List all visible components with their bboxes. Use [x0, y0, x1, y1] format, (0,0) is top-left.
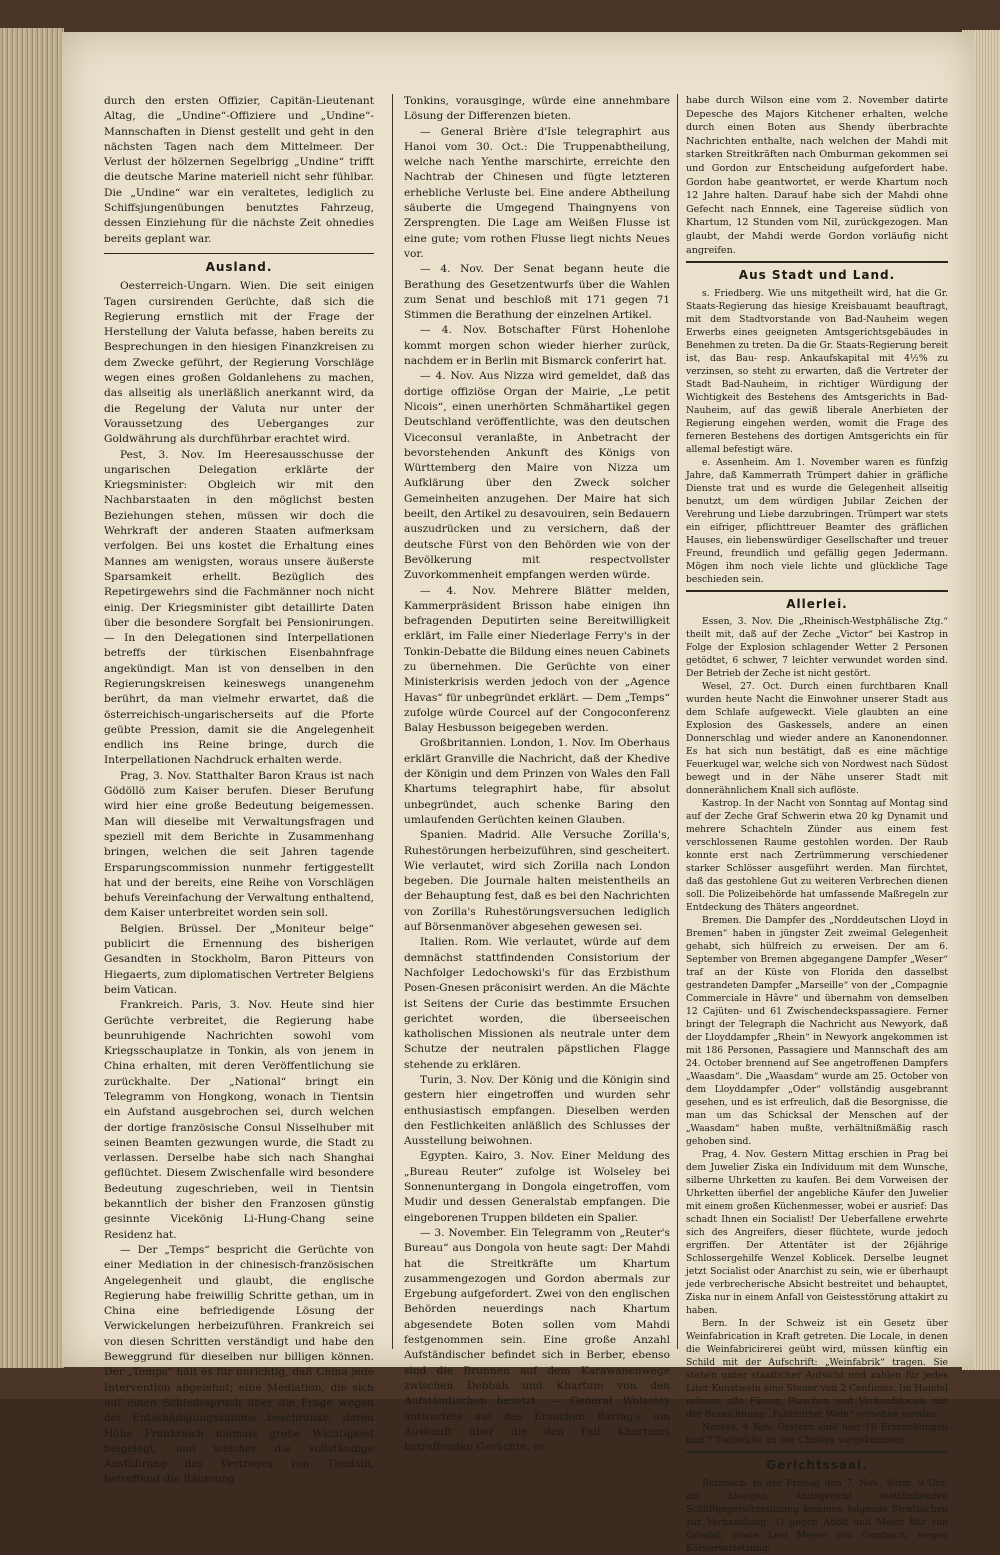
article-paragraph: Pest, 3. Nov. Im Heeresausschusse der ungarischen Delegation erklärte der Kriegsminister: Obgleich wir mit den Nachbarstaaten in den möglichst besten Beziehungen stehen, müssen wir doch die Wehrkraft der anderen Staaten aufmerksam verfolgen. Bei uns kostet die Erhaltung eines Mannes am wenigsten, woraus unsere äußerste Sparsamkeit erhellt. Bezüglich des Repetirgewehrs sind die Fachmänner noch nicht einig. Der Kriegsminister gibt detaillirte Daten über die besondere Sorgfalt bei Pensionirungen. — In den Delegationen sind Interpellationen betreffs der türkischen Eisenbahnfrage angekündigt. Man ist von denselben in den Regierungskreisen keineswegs unangenehm berührt, da man vielmehr erwartet, daß die österreichisch-ungarischerseits auf die Pforte geübte Pression, damit sie die Angelegenheit endlich ins Reine bringe, durch die Interpellationen Nachdruck erhalten werde. [104, 448, 374, 767]
section-heading-gerichtssaal: Gerichtssaal. [766, 1458, 868, 1473]
section-divider [104, 253, 374, 254]
article-paragraph: durch den ersten Offizier, Capitän-Lieutenant Altag, die „Undine“-Offiziere und „Undine“-Mannschaften in Dienst gestellt und geht in den nächsten Tagen nach dem Mittelmeer. Der Verlust der hölzernen Segelbrigg „Undine“ trifft die deutsche Marine materiell nicht sehr fühlbar. Die „Undine“ war ein veraltetes, lediglich zu Schiffsjungenübungen benutztes Fahrzeug, dessen Einziehung für die nächste Zeit ohnedies bereits geplant war. [104, 95, 374, 245]
article-paragraph: s. Friedberg. Wie uns mitgetheilt wird, hat die Gr. Staats-Regierung das hiesige Kreisbauamt beauftragt, mit dem Stadtvorstande von Bad-Nauheim wegen Erwerbs eines geeigneten Amtsgerichtsgebäudes in Benehmen zu treten. Da die Gr. Staats-Regierung bereit ist, das Bau- resp. Ankaufskapital mit 4½% zu verzinsen, so steht zu erwarten, daß die Vertreter der Stadt Bad-Nauheim, in richtiger Würdigung der Wichtigkeit des Bestehens des Amtsgerichts in Bad-Nauheim, auf das gewiß liberale Anerbieten der Regierung eingehen werden, womit die Frage des ferneren Bestehens des dortigen Amtsgerichts ein für allemal befestigt wäre. [686, 287, 948, 455]
article-paragraph: Großbritannien. London, 1. Nov. Im Oberhaus erklärt Granville die Nachricht, daß der Khedive der Königin und dem Prinzen von Wales den Fall Khartums telegraphirt habe, für absolut unbegründet, auch schenke Baring den umlaufenden Gerüchten keinen Glauben. [404, 737, 670, 826]
article-paragraph: — 4. Nov. Aus Nizza wird gemeldet, daß das dortige offiziöse Organ der Mairie, „Le petit Nicois“, einen unerhörten Schmähartikel gegen Deutschland veröffentlichte, was den deutschen Viceconsul veranlaßte, in Anbetracht der bevorstehenden Ankunft des Königs von Württemberg den Maire von Nizza um Aufklärung über den Zweck solcher Gemeinheiten anzugehen. Der Maire hat sich beeilt, den Artikel zu desavouiren, sein Bedauern auszudrücken und zu versichern, daß der deutsche Fürst von den Behörden wie von der Bevölkerung mit respectvollster Zuvorkommenheit empfangen werden würde. [404, 370, 670, 582]
column-rule [677, 94, 678, 1349]
column-2 [404, 94, 670, 1454]
section-heading-allerlei: Allerlei. [786, 596, 848, 611]
article-paragraph: Egypten. Kairo, 3. Nov. Einer Meldung des „Bureau Reuter“ zufolge ist Wolseley bei Sonnenuntergang in Dongola eingetroffen, vom Mudir und dessen Generalstab empfangen. Die eingeborenen Truppen bildeten ein Spalier. [404, 1150, 670, 1224]
article-paragraph: habe durch Wilson eine vom 2. November datirte Depesche des Majors Kitchener erhalten, welche durch einen Boten aus Shendy überbrachte Nachrichten enthalte, nach welchen der Mahdi mit starken Streitkräften nach Omburman gekommen sei und Gordon zur Entscheidung aufgefordert habe. Gordon habe geantwortet, er werde Khartum noch 12 Jahre halten. Darauf habe sich der Mahdi ohne Gefecht nach Ennnek, eine Tagereise südlich von Khartum, 12 Stunden vom Nil, zurückgezogen. Man glaubt, der Mahdi werde Gordon vorläufig nicht angreifen. [686, 95, 948, 256]
article-paragraph: Oesterreich-Ungarn. Wien. Die seit einigen Tagen cursirenden Gerüchte, daß sich die Regierung ernstlich mit der Frage der Herstellung der Valuta befasse, haben bereits zu Besprechungen in den hiesigen Finanzkreisen zu dem Zwecke geführt, der Regierung Vorschläge wegen eines großen Goldanlehens zu machen, das allseitig als unerläßlich anerkannt wird, da die Regelung der Valuta nur unter der Voraussetzung des Ueberganges zur Goldwährung als durchführbar erachtet wird. [104, 280, 374, 446]
newspaper-page [62, 32, 974, 1554]
article-paragraph: — 4. Nov. Mehrere Blätter melden, Kammerpräsident Brisson habe einigen ihn befragenden Deputirten seine Bereitwilligkeit erklärt, im Falle einer Niederlage Ferry's in der Tonkin-Debatte die Bildung eines neuen Cabinets zu übernehmen. Die Gerüchte von einer Ministerkrisis werden jedoch von der „Agence Havas“ für unbegründet erklärt. — Dem „Temps“ zufolge würde Courcel auf der Congoconferenz Balay Hesbusson beigegeben werden. [404, 584, 670, 735]
article-paragraph: Turin, 3. Nov. Der König und die Königin sind gestern hier eingetroffen und wurden sehr enthusiastisch empfangen. Dieselben werden den Festlichkeiten anläßlich des Schlusses der Ausstellung beiwohnen. [404, 1074, 670, 1148]
article-paragraph: Kastrop. In der Nacht von Sonntag auf Montag sind auf der Zeche Graf Schwerin etwa 20 kg Dynamit und mehrere Schachteln Zünder aus einem fest verschlossenen Raume gestohlen worden. Der Raub konnte erst nach Zertrümmerung verschiedener starker Schlösser ausgeführt werden. Man fürchtet, daß das gestohlene Gut zu weiteren Verbrechen dienen soll. Die Polizeibehörde hat umfassende Maßregeln zur Entdeckung des Thäters angeordnet. [686, 798, 948, 914]
article-paragraph: e. Assenheim. Am 1. November waren es fünfzig Jahre, daß Kammerrath Trümpert dahier in gräfliche Dienste trat und es wurde die Gelegenheit allseitig benutzt, um dem würdigen Jubilar Zeichen der Verehrung und Liebe darzubringen. Trümpert war stets ein eifriger, pflichttreuer Beamter des gräflichen Hauses, ein liebenswürdiger Gesellschafter und treuer Freund, freundlich und gefällig gegen Jedermann. Mögen ihm noch viele lichte und glückliche Tage beschieden sein. [686, 456, 948, 585]
section-divider [686, 1451, 948, 1453]
article-paragraph: — 4. Nov. Botschafter Fürst Hohenlohe kommt morgen schon wieder hierher zurück, nachdem er in Berlin mit Bismarck conferirt hat. [404, 324, 670, 368]
article-paragraph: Bremen. Die Dampfer des „Norddeutschen Lloyd in Bremen“ haben in jüngster Zeit zweimal Gelegenheit gehabt, sich hülfreich zu erweisen. Der am 6. September von Bremen abgegangene Dampfer „Weser“ traf an der Küste von Florida den dasselbst gestrandeten Dampfer „Marseille“ von der „Compagnie Commerciale in Hâvre“ und übernahm von demselben 12 Cajüten- und 61 Zwischendeckspassagiere. Ferner bringt der Telegraph die Nachricht aus Newyork, daß der Lloyddampfer „Rhein“ in Newyork angekommen ist mit 186 Personen, Passagiere und Mannschaft des am 24. October brennend auf See angetroffenen Dampfers „Waasdam“. Die „Waasdam“ wurde am 25. October von dem Lloyddampfer „Oder“ vollständig ausgebrannt gesehen, und es ist erfreulich, daß die Besorgnisse, die man um das Schicksal der Menschen auf der „Waasdam“ haben mußte, verhältnißmäßig rasch gehoben sind. [686, 915, 948, 1148]
column-3 [686, 94, 948, 1554]
section-divider [686, 261, 948, 263]
article-paragraph: Butzbach. In der Freitag den 7. Nov., Vorm. 9 Uhr, am hiesigen Amtsgericht stattfindenden Schöffengerichtssitzung kommen folgende Strafsachen zur Verhandlung: 1) gegen Adolf und Meier Bär von Griedel, sowie Levi Meyer von Gambach, wegen Körperverletzung; [686, 1477, 948, 1554]
article-paragraph: Essen, 3. Nov. Die „Rheinisch-Westphälische Ztg.“ theilt mit, daß auf der Zeche „Victor“ bei Kastrop in Folge der Explosion schlagender Wetter 2 Personen getödtet, 6 schwer, 7 leichter verwundet worden sind. Der Betrieb der Zeche ist nicht gestört. [686, 616, 948, 680]
column-1 [104, 94, 374, 1486]
article-paragraph: Tonkins, vorausginge, würde eine annehmbare Lösung der Differenzen bieten. [404, 95, 670, 123]
article-paragraph: Italien. Rom. Wie verlautet, würde auf dem demnächst stattfindenden Consistorium der Nachfolger Ledochowski's für das Erzbisthum Posen-Gnesen präconisirt werden. An die Mächte ist Seitens der Curie das bestimmte Ersuchen gerichtet worden, die überseeischen katholischen Missionen als neutrale unter dem Schutze der neutralen päpstlichen Flagge stehende zu erklären. [404, 936, 670, 1071]
article-paragraph: Spanien. Madrid. Alle Versuche Zorilla's, Ruhestörungen herbeizuführen, sind gescheitert. Wie verlautet, wird sich Zorilla nach London begeben. Die Journale halten meistentheils an der Behauptung fest, daß es bei den Nachrichten von Zorilla's Ruhestörungsversuchen lediglich auf Börsenmanöver abgesehen gewesen sei. [404, 829, 670, 934]
section-heading-ausland: Ausland. [205, 259, 273, 274]
article-paragraph: Bern. In der Schweiz ist ein Gesetz über Weinfabrication in Kraft getreten. Die Locale, in denen die Weinfabricirerei geübt wird, müssen künftig ein Schild mit der Aufschrift: „Weinfabrik“ tragen. Sie stehen unter staatlicher Aufsicht und zahlen für jedes Liter Kunstwein eine Steuer von 2 Centimes. Im Handel müssen alle Fässer, Flaschen und Verkaufslocale mit der Bezeichnung „Fabricirter Wein“ versehen werden. [686, 1318, 948, 1421]
article-paragraph: Belgien. Brüssel. Der „Moniteur belge“ publicirt die Ernennung des bisherigen Gesandten in Stockholm, Baron Pitteurs von Hiegaerts, zum diplomatischen Vertreter Belgiens beim Vatican. [104, 922, 374, 996]
article-paragraph: — 4. Nov. Der Senat begann heute die Berathung des Gesetzentwurfs über die Wahlen zum Senat und beschloß mit 171 gegen 71 Stimmen die Berathung der einzelnen Artikel. [404, 263, 670, 322]
article-paragraph: Nantes, 4 Nov. Gestern sind hier 10 Erkrankungen und 7 Todesfälle an der Cholera vorgekommen. [686, 1422, 948, 1447]
article-paragraph: — General Brière d'Isle telegraphirt aus Hanoi vom 30. Oct.: Die Truppenabtheilung, welche nach Yenthe marschirte, erreichte den Nachtrab der Chinesen und fügte letzteren erhebliche Verluste bei. Eine andere Abtheilung säuberte die Umgegend Thaingnyens von Zersprengten. Die Lage am Weißen Flusse ist eine gute; vom rothen Flusse liegt nichts Neues vor. [404, 125, 670, 260]
section-heading-stadt-land: Aus Stadt und Land. [738, 268, 896, 283]
article-paragraph: Wesel, 27. Oct. Durch einen furchtbaren Knall wurden heute Nacht die Einwohner unserer Stadt aus dem Schlafe aufgeweckt. Viele glaubten an eine Explosion des Gaskessels, andere an einen Donnerschlag und wieder andere an Kanonendonner. Es hat sich nun bestätigt, daß es eine mächtige Feuerkugel war, welche sich von Nordwest nach Südost bewegt und in der Nähe unserer Stadt mit donnerähnlichem Knall sich auflöste. [686, 681, 948, 797]
column-rule [392, 94, 393, 1349]
section-divider [686, 590, 948, 592]
article-paragraph: Prag, 4. Nov. Gestern Mittag erschien in Prag bei dem Juwelier Ziska ein Individuum mit dem Wunsche, silberne Uhrketten zu kaufen. Bei dem Vorweisen der Uhrketten überfiel der angebliche Käufer den Juwelier mit einem großen Küchenmesser, wobei er ausrief: Das schadt Ihnen ein Socialist! Der Ueberfallene erwehrte sich des Angreifers, dieser flüchtete, wurde jedoch ergriffen. Der Attentäter ist der 26jährige Schlossergehilfe Wenzel Koblicek. Derselbe leugnet jetzt Socialist oder Anarchist zu sein, wie er überhaupt jede verbrecherische Absicht bestreitet und behauptet, Ziska nur in einem Anfall von Geistesstörung attakirt zu haben. [686, 1149, 948, 1317]
article-paragraph: Prag, 3. Nov. Statthalter Baron Kraus ist nach Gödöllö zum Kaiser berufen. Dieser Berufung wird hier eine große Bedeutung beigemessen. Man will dieselbe mit Verwaltungsfragen und speziell mit dem Berichte in Zusammenhang bringen, welchen die seit Jahren tagende Ersparungscommission nunmehr fertiggestellt hat und der bereits, eine Reihe von Vorschlägen behufs Vereinfachung der Verwaltung enthaltend, dem Kaiser unterbreitet worden sein soll. [104, 769, 374, 920]
article-paragraph: — Der „Temps“ bespricht die Gerüchte von einer Mediation in der chinesisch-französischen Angelegenheit und glaubt, die englische Regierung habe freiwillig Schritte gethan, um in China eine befriedigende Lösung der Verwickelungen herbeizuführen. Frankreich sei von diesen Schritten verständigt und habe den Beweggrund für dieselben nur billigen können. Der „Temps“ hält es für unrichtig, daß China jede Intervention abgelehnt; eine Mediation, die sich auf einen Schiedsspruch über die Frage wegen der Entschädigungssumme beschränke, deren Höhe Frankreich niemals große Wichtigkeit beigelegt, und welcher die vollständige Ausführung des Vertrages von Tientsin, betreffend die Räumung [104, 1243, 374, 1486]
book-page-edges [0, 28, 64, 1368]
article-paragraph: — 3. November. Ein Telegramm von „Reuter's Bureau“ aus Dongola von heute sagt: Der Mahdi hat die Streitkräfte um Khartum zusammengezogen und Gordon abermals zur Ergebung aufgefordert. Zwei von den englischen Behörden neuerdings nach Khartum abgesendete Boten sollen vom Mahdi festgenommen sein. Eine große Anzahl Aufständischer befindet sich in Berber, ebenso sind die Brunnen auf dem Karawanenwege zwischen Debbah und Khartum von den Aufständischen besetzt. — General Wolseley antwortete auf das Ersuchen Baring's um Auskunft über die den Fall Khartums betreffenden Gerüchte, er [404, 1226, 670, 1454]
article-paragraph: Frankreich. Paris, 3. Nov. Heute sind hier Gerüchte verbreitet, die Regierung habe beunruhigende Nachrichten sowohl vom Kriegsschauplatze in Tonkin, als von jenem in China erhalten, mit deren Veröffentlichung sie zurückhalte. Der „National“ bringt ein Telegramm von Hongkong, wonach in Tientsin ein Aufstand ausgebrochen sei, durch welchen der dortige französische Consul Nisselhuber mit seinen Beamten gezwungen wurde, die Stadt zu verlassen. Derselbe habe sich nach Shanghai geflüchtet. Diesem Zwischenfalle wird besondere Bedeutung zugeschrieben, weil in Tientsin bekanntlich der bisher den Franzosen günstig gesinnte Vicekönig Li-Hung-Chang seine Residenz hat. [104, 999, 374, 1241]
